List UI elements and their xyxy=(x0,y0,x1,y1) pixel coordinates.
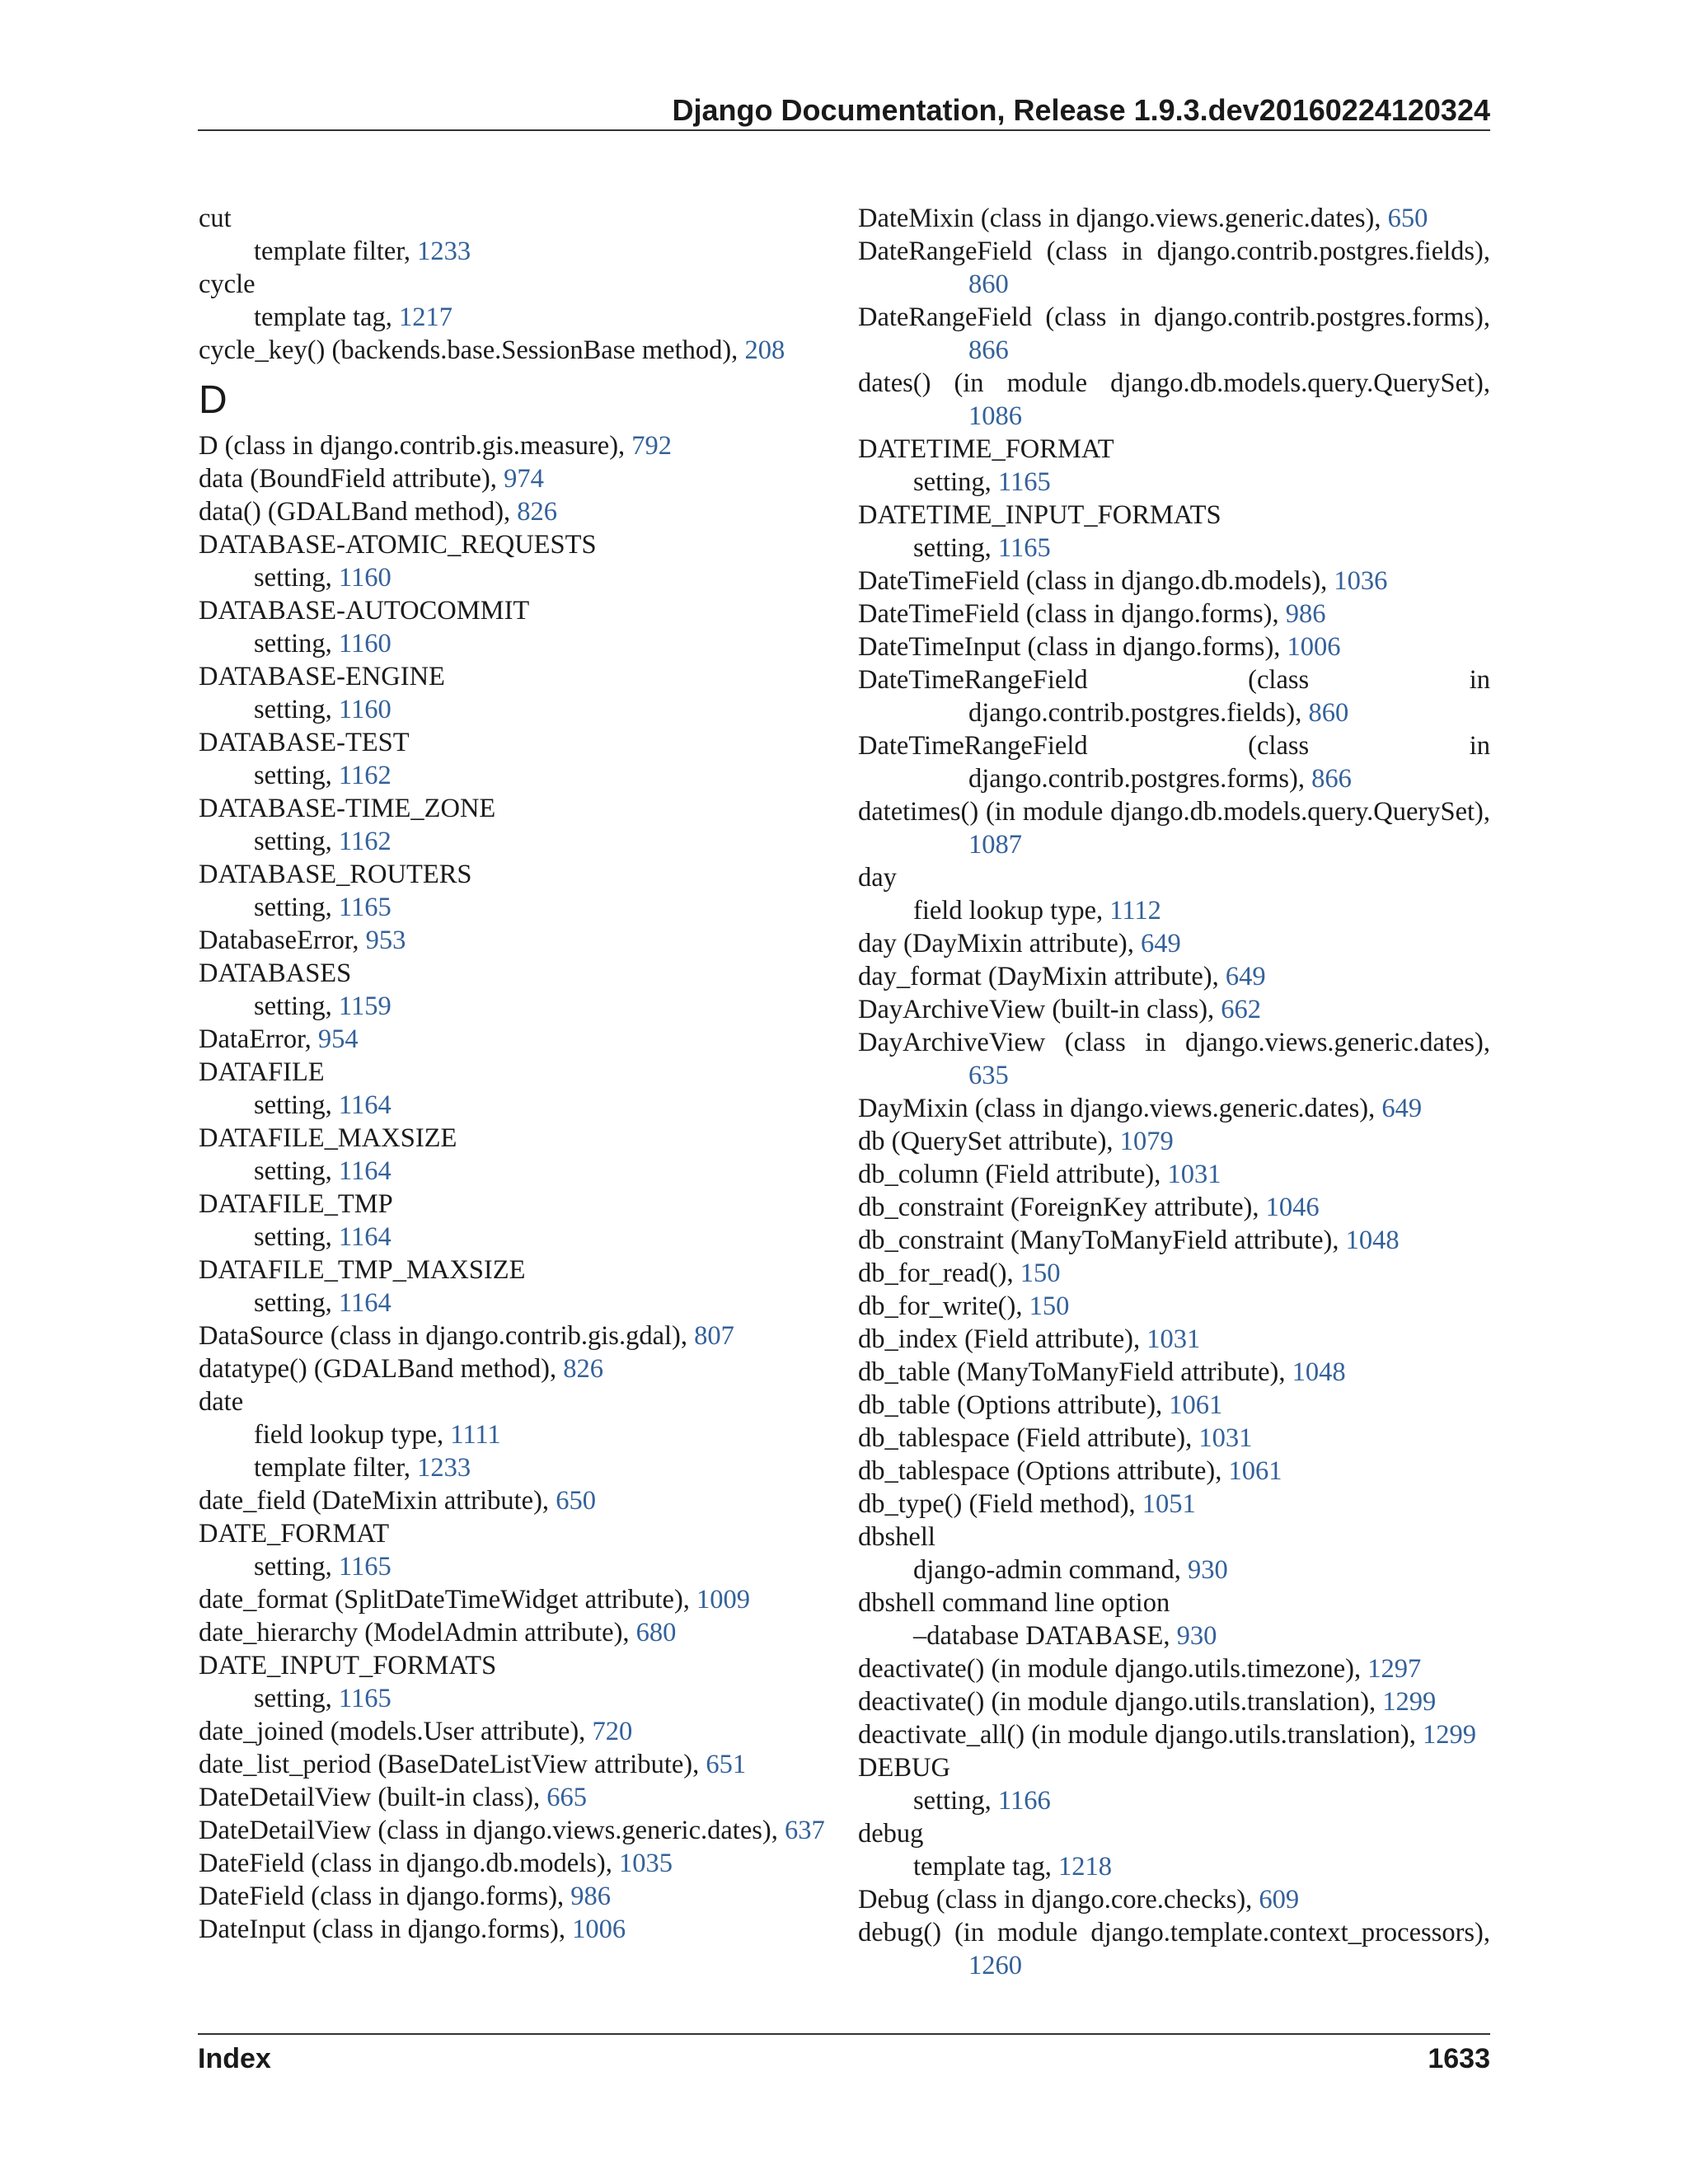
index-term: date_field (DateMixin attribute), xyxy=(199,1486,556,1516)
index-term: DateRangeField (class in django.contrib.postgres.forms), xyxy=(858,302,1490,332)
page-link[interactable]: 1165 xyxy=(338,1552,392,1582)
index-term: setting, xyxy=(254,1222,339,1252)
index-entry xyxy=(199,924,829,957)
index-entry xyxy=(199,1715,829,1748)
index-term: DATABASE-ENGINE xyxy=(199,662,445,691)
index-subentry xyxy=(858,1784,1490,1817)
index-entry xyxy=(858,861,1490,894)
index-term: DateDetailView (class in django.views.generic.dates), xyxy=(199,1816,785,1845)
index-term: cut xyxy=(199,204,232,233)
page-link[interactable]: 1299 xyxy=(1423,1720,1477,1750)
index-term: setting, xyxy=(254,563,339,593)
page-link[interactable]: 1299 xyxy=(1382,1687,1437,1717)
page-number: 1633 xyxy=(1428,2043,1490,2074)
index-term: DayArchiveView (built-in class), xyxy=(858,995,1221,1024)
index-subentry xyxy=(199,759,829,792)
page-link[interactable]: 1009 xyxy=(696,1585,751,1615)
index-term: db_for_write(), xyxy=(858,1291,1029,1321)
index-entry xyxy=(858,1883,1490,1916)
index-term: dbshell command line option xyxy=(858,1588,1170,1618)
index-term: DATABASE-TIME_ZONE xyxy=(199,794,496,823)
index-term: template tag, xyxy=(254,302,399,332)
index-term: DatabaseError, xyxy=(199,926,366,955)
index-term: debug() (in module django.template.context_processors), xyxy=(858,1918,1490,1947)
index-column-right xyxy=(858,202,1490,1982)
index-entry xyxy=(858,367,1490,433)
index-entry xyxy=(858,729,1490,795)
index-entry xyxy=(199,495,829,528)
page-link[interactable]: 1160 xyxy=(338,695,392,724)
page-link[interactable]: 860 xyxy=(968,269,1009,299)
index-term: django-admin command, xyxy=(913,1555,1189,1585)
index-term: DateMixin (class in django.views.generic.dates), xyxy=(858,204,1388,233)
index-term: setting, xyxy=(913,467,998,497)
index-term: DATAFILE_TMP xyxy=(199,1189,393,1219)
index-entry xyxy=(199,1814,829,1847)
page-link[interactable]: 1166 xyxy=(997,1786,1051,1816)
index-term: DEBUG xyxy=(858,1753,950,1783)
page-link[interactable]: 150 xyxy=(1020,1258,1061,1288)
index-term: field lookup type, xyxy=(254,1420,451,1450)
index-subentry xyxy=(199,891,829,924)
index-entry xyxy=(858,499,1490,532)
page-link[interactable]: 1159 xyxy=(338,991,392,1021)
index-entry xyxy=(858,1158,1490,1191)
index-term: setting, xyxy=(254,1552,339,1582)
index-term: deactivate_all() (in module django.utils.translation), xyxy=(858,1720,1423,1750)
index-term: –database DATABASE, xyxy=(913,1621,1177,1651)
index-entry xyxy=(858,565,1490,598)
index-entry xyxy=(199,1748,829,1781)
index-entry xyxy=(858,1389,1490,1422)
page-link[interactable]: 1048 xyxy=(1345,1226,1400,1255)
page-link[interactable]: 986 xyxy=(1285,599,1326,629)
index-entry xyxy=(858,235,1490,301)
index-column-left xyxy=(199,202,829,1946)
index-entry xyxy=(199,1847,829,1880)
page-link[interactable]: 1233 xyxy=(417,1453,471,1483)
page-link[interactable]: 930 xyxy=(1188,1555,1228,1585)
page-link[interactable]: 1031 xyxy=(1167,1160,1221,1189)
page-link[interactable]: 1165 xyxy=(997,533,1051,563)
page-link[interactable]: 1111 xyxy=(450,1420,501,1450)
index-subentry xyxy=(858,1554,1490,1586)
index-entry xyxy=(858,1586,1490,1619)
index-subentry xyxy=(858,894,1490,927)
index-entry xyxy=(199,1122,829,1155)
index-subentry xyxy=(199,561,829,594)
page-link[interactable]: 1165 xyxy=(997,467,1051,497)
index-entry xyxy=(199,1484,829,1517)
index-term: date_list_period (BaseDateListView attribute), xyxy=(199,1750,706,1779)
index-term: template filter, xyxy=(254,1453,418,1483)
page-link[interactable]: 208 xyxy=(744,335,785,365)
index-subentry xyxy=(199,693,829,726)
page-link[interactable]: 635 xyxy=(968,1061,1009,1090)
index-term: day_format (DayMixin attribute), xyxy=(858,962,1226,991)
index-term: DateField (class in django.forms), xyxy=(199,1882,571,1911)
index-entry xyxy=(199,1319,829,1352)
index-entry xyxy=(858,433,1490,466)
index-subentry xyxy=(858,532,1490,565)
page-link[interactable]: 680 xyxy=(635,1618,677,1647)
index-term: db_for_read(), xyxy=(858,1258,1020,1288)
index-term: setting, xyxy=(254,1684,339,1713)
index-term: day (DayMixin attribute), xyxy=(858,929,1141,958)
index-term: DateTimeRangeField (class in django.contrib.postgres.forms), xyxy=(858,731,1490,794)
page-link[interactable]: 1061 xyxy=(1169,1390,1223,1420)
index-term: debug xyxy=(858,1819,924,1849)
index-term: DATABASE-ATOMIC_REQUESTS xyxy=(199,530,597,560)
page-link[interactable]: 1048 xyxy=(1292,1357,1346,1387)
index-term: data() (GDALBand method), xyxy=(199,497,518,527)
index-entry xyxy=(199,1616,829,1649)
page-link[interactable]: 1164 xyxy=(338,1156,392,1186)
index-term: DATAFILE_MAXSIZE xyxy=(199,1123,457,1153)
index-term: db_table (ManyToManyField attribute), xyxy=(858,1357,1292,1387)
index-entry xyxy=(199,1188,829,1221)
index-term: DataSource (class in django.contrib.gis.gdal), xyxy=(199,1321,695,1351)
index-term: setting, xyxy=(913,533,998,563)
index-term: db_table (Options attribute), xyxy=(858,1390,1170,1420)
page-link[interactable]: 974 xyxy=(504,464,544,494)
page-link[interactable]: 662 xyxy=(1221,995,1262,1024)
index-term: cycle_key() (backends.base.SessionBase method), xyxy=(199,335,745,365)
page-link[interactable]: 953 xyxy=(365,926,406,955)
index-term: template tag, xyxy=(913,1852,1058,1882)
index-entries-right xyxy=(858,202,1490,1982)
index-subentry xyxy=(199,1286,829,1319)
index-entry xyxy=(199,429,829,462)
index-term: D (class in django.contrib.gis.measure), xyxy=(199,431,632,461)
index-entry xyxy=(199,858,829,891)
page-link[interactable]: 1162 xyxy=(338,761,392,790)
page-link[interactable]: 986 xyxy=(570,1882,612,1911)
index-term: setting, xyxy=(254,629,339,658)
page-link[interactable]: 1164 xyxy=(338,1288,392,1318)
page-link[interactable]: 1165 xyxy=(338,893,392,922)
index-term: DATABASES xyxy=(199,958,352,988)
page-link[interactable]: 1260 xyxy=(968,1951,1022,1980)
index-term: template filter, xyxy=(254,237,418,266)
page-link[interactable]: 651 xyxy=(706,1750,747,1779)
index-term: DateTimeRangeField (class in django.contrib.postgres.fields), xyxy=(858,665,1490,728)
page-link[interactable]: 1165 xyxy=(338,1684,392,1713)
index-entry xyxy=(858,1521,1490,1554)
index-entry xyxy=(858,1092,1490,1125)
index-entry xyxy=(199,528,829,561)
index-term: DATABASE-TEST xyxy=(199,728,410,757)
page-link[interactable]: 1079 xyxy=(1119,1127,1174,1156)
index-entry xyxy=(199,792,829,825)
page-link[interactable]: 1164 xyxy=(338,1222,392,1252)
index-term: dbshell xyxy=(858,1522,935,1552)
page-link[interactable]: 1035 xyxy=(618,1849,673,1878)
index-term: Debug (class in django.core.checks), xyxy=(858,1885,1259,1915)
page-link[interactable]: 866 xyxy=(968,335,1009,365)
index-term: DayArchiveView (class in django.views.generic.dates), xyxy=(858,1028,1490,1057)
page-link[interactable]: 609 xyxy=(1259,1885,1300,1915)
page-link[interactable]: 649 xyxy=(1225,962,1266,991)
index-entry xyxy=(858,202,1490,235)
page-link[interactable]: 150 xyxy=(1029,1291,1070,1321)
index-subentry xyxy=(199,1221,829,1254)
index-entry xyxy=(199,660,829,693)
page-link[interactable]: 1006 xyxy=(572,1915,626,1944)
index-term: date_joined (models.User attribute), xyxy=(199,1717,593,1746)
index-entry xyxy=(199,594,829,627)
index-term: setting, xyxy=(254,827,339,856)
index-term: DATE_INPUT_FORMATS xyxy=(199,1651,497,1680)
index-term: setting, xyxy=(254,1090,339,1120)
index-term: day xyxy=(858,863,897,893)
page-link[interactable]: 1086 xyxy=(968,401,1022,431)
index-term: DATABASE-AUTOCOMMIT xyxy=(199,596,530,626)
page-link[interactable]: 1031 xyxy=(1146,1324,1201,1354)
index-term: DATE_FORMAT xyxy=(199,1519,390,1549)
index-entry xyxy=(199,1352,829,1385)
index-entry xyxy=(199,268,829,301)
index-entry xyxy=(858,1026,1490,1092)
index-term: datatype() (GDALBand method), xyxy=(199,1354,564,1384)
index-entry xyxy=(858,1290,1490,1323)
index-subentry xyxy=(199,1682,829,1715)
index-entry xyxy=(858,1323,1490,1356)
index-subentry xyxy=(858,1619,1490,1652)
index-term: DayMixin (class in django.views.generic.dates), xyxy=(858,1094,1382,1123)
page-link[interactable]: 1217 xyxy=(398,302,452,332)
index-entry xyxy=(858,993,1490,1026)
index-entry xyxy=(858,960,1490,993)
index-subentry xyxy=(858,1850,1490,1883)
index-term: datetimes() (in module django.db.models.query.QuerySet), xyxy=(858,797,1490,827)
index-subentry xyxy=(199,1550,829,1583)
page-link[interactable]: 1218 xyxy=(1057,1852,1112,1882)
index-term: setting, xyxy=(254,695,339,724)
page-link[interactable]: 637 xyxy=(785,1816,825,1845)
index-term: DateDetailView (built-in class), xyxy=(199,1783,547,1812)
page-link[interactable]: 1036 xyxy=(1334,566,1388,596)
index-subentry xyxy=(199,990,829,1023)
index-entry xyxy=(858,598,1490,630)
index-subentry xyxy=(199,627,829,660)
index-entry xyxy=(858,1751,1490,1784)
index-term: date xyxy=(199,1387,244,1417)
index-term: date_format (SplitDateTimeWidget attribute), xyxy=(199,1585,697,1615)
index-term: db_constraint (ForeignKey attribute), xyxy=(858,1193,1266,1222)
index-entry xyxy=(199,726,829,759)
page-link[interactable]: 649 xyxy=(1381,1094,1423,1123)
index-subentry xyxy=(199,1418,829,1451)
index-term: deactivate() (in module django.utils.translation), xyxy=(858,1687,1383,1717)
index-term: field lookup type, xyxy=(913,896,1110,926)
index-term: setting, xyxy=(254,991,339,1021)
index-term: DateTimeField (class in django.db.models), xyxy=(858,566,1334,596)
index-entry xyxy=(199,462,829,495)
page-link[interactable]: 1051 xyxy=(1142,1489,1196,1519)
index-entry xyxy=(199,1023,829,1056)
index-term: DATABASE_ROUTERS xyxy=(199,860,472,889)
page-link[interactable]: 1112 xyxy=(1109,896,1161,926)
index-entry xyxy=(858,1422,1490,1455)
index-entry xyxy=(199,1056,829,1089)
index-term: setting, xyxy=(913,1786,998,1816)
index-term: setting, xyxy=(254,893,339,922)
index-subentry xyxy=(199,235,829,268)
page-link[interactable]: 860 xyxy=(1308,698,1349,728)
index-entry xyxy=(858,1652,1490,1685)
index-term: DateTimeInput (class in django.forms), xyxy=(858,632,1287,662)
index-entry xyxy=(858,1916,1490,1982)
index-subentry xyxy=(199,1451,829,1484)
index-term: setting, xyxy=(254,1156,339,1186)
index-term: deactivate() (in module django.utils.timezone), xyxy=(858,1654,1368,1684)
index-entry xyxy=(858,301,1490,367)
page-link[interactable]: 826 xyxy=(517,497,558,527)
index-entry xyxy=(858,1257,1490,1290)
index-entry xyxy=(858,927,1490,960)
index-entries-top xyxy=(199,202,829,367)
page-link[interactable]: 665 xyxy=(546,1783,587,1812)
page-link[interactable]: 1233 xyxy=(417,237,471,266)
page-link[interactable]: 1046 xyxy=(1265,1193,1320,1222)
index-term: DataError, xyxy=(199,1024,318,1054)
index-subentry xyxy=(199,1155,829,1188)
index-entry xyxy=(199,1880,829,1913)
index-entry xyxy=(199,1517,829,1550)
index-entry xyxy=(199,1781,829,1814)
page-link[interactable]: 1162 xyxy=(338,827,392,856)
page-link[interactable]: 930 xyxy=(1176,1621,1217,1651)
index-term: DateRangeField (class in django.contrib.postgres.fields), xyxy=(858,237,1490,266)
index-entry xyxy=(199,1913,829,1946)
page-link[interactable]: 1160 xyxy=(338,629,392,658)
index-subentry xyxy=(858,466,1490,499)
index-entry xyxy=(199,1649,829,1682)
index-term: db_index (Field attribute), xyxy=(858,1324,1147,1354)
index-term: DateInput (class in django.forms), xyxy=(199,1915,573,1944)
header-rule xyxy=(198,129,1490,131)
index-entry xyxy=(858,1685,1490,1718)
index-entry xyxy=(858,1455,1490,1488)
footer-label: Index xyxy=(198,2043,271,2074)
index-entry xyxy=(199,1583,829,1616)
page-link[interactable]: 1160 xyxy=(338,563,392,593)
page-link[interactable]: 1031 xyxy=(1198,1423,1253,1453)
page-link[interactable]: 866 xyxy=(1311,764,1352,794)
section-letter: D xyxy=(199,378,227,422)
page-link[interactable]: 1087 xyxy=(968,830,1022,860)
running-header: Django Documentation, Release 1.9.3.dev20160224120324 xyxy=(672,93,1490,127)
page-link[interactable]: 792 xyxy=(631,431,673,461)
index-term: DateTimeField (class in django.forms), xyxy=(858,599,1286,629)
page-link[interactable]: 1061 xyxy=(1228,1456,1282,1486)
index-entry xyxy=(858,1488,1490,1521)
index-term: DATAFILE xyxy=(199,1057,325,1087)
index-subentry xyxy=(199,1089,829,1122)
page-link[interactable]: 649 xyxy=(1140,929,1181,958)
index-term: DateField (class in django.db.models), xyxy=(199,1849,619,1878)
index-term: dates() (in module django.db.models.query.QuerySet), xyxy=(858,368,1490,398)
footer-rule xyxy=(198,2033,1490,2035)
index-entry xyxy=(199,202,829,235)
index-entry xyxy=(858,1356,1490,1389)
index-term: data (BoundField attribute), xyxy=(199,464,504,494)
index-entry xyxy=(199,957,829,990)
index-entry xyxy=(858,1718,1490,1751)
index-term: db_column (Field attribute), xyxy=(858,1160,1168,1189)
running-footer xyxy=(198,2039,1490,2079)
page-link[interactable]: 826 xyxy=(563,1354,603,1384)
index-entries-d xyxy=(199,429,829,1946)
index-entry xyxy=(199,334,829,367)
index-term: db (QuerySet attribute), xyxy=(858,1127,1120,1156)
index-entry xyxy=(858,1191,1490,1224)
index-term: setting, xyxy=(254,761,339,790)
index-term: DATAFILE_TMP_MAXSIZE xyxy=(199,1255,526,1285)
page-link[interactable]: 650 xyxy=(1387,204,1428,233)
index-entry xyxy=(199,1385,829,1418)
index-term: date_hierarchy (ModelAdmin attribute), xyxy=(199,1618,636,1647)
page-link[interactable]: 807 xyxy=(694,1321,734,1351)
page-link[interactable]: 954 xyxy=(317,1024,359,1054)
index-entry xyxy=(858,795,1490,861)
page-link[interactable]: 1297 xyxy=(1367,1654,1422,1684)
index-subentry xyxy=(199,825,829,858)
index-subentry xyxy=(199,301,829,334)
index-term: setting, xyxy=(254,1288,339,1318)
index-term: db_tablespace (Options attribute), xyxy=(858,1456,1229,1486)
index-term: db_constraint (ManyToManyField attribute), xyxy=(858,1226,1346,1255)
index-entry xyxy=(858,1224,1490,1257)
index-term: DATETIME_INPUT_FORMATS xyxy=(858,500,1221,530)
index-term: db_type() (Field method), xyxy=(858,1489,1142,1519)
index-entry xyxy=(858,1125,1490,1158)
index-entry xyxy=(858,630,1490,663)
index-entry xyxy=(858,663,1490,729)
index-term: DATETIME_FORMAT xyxy=(858,434,1114,464)
index-term: cycle xyxy=(199,269,256,299)
page-link[interactable]: 650 xyxy=(556,1486,596,1516)
page-link[interactable]: 1164 xyxy=(338,1090,392,1120)
index-entry xyxy=(858,1817,1490,1850)
index-term: db_tablespace (Field attribute), xyxy=(858,1423,1199,1453)
page-link[interactable]: 1006 xyxy=(1287,632,1341,662)
index-entry xyxy=(199,1254,829,1286)
page-link[interactable]: 720 xyxy=(592,1717,633,1746)
